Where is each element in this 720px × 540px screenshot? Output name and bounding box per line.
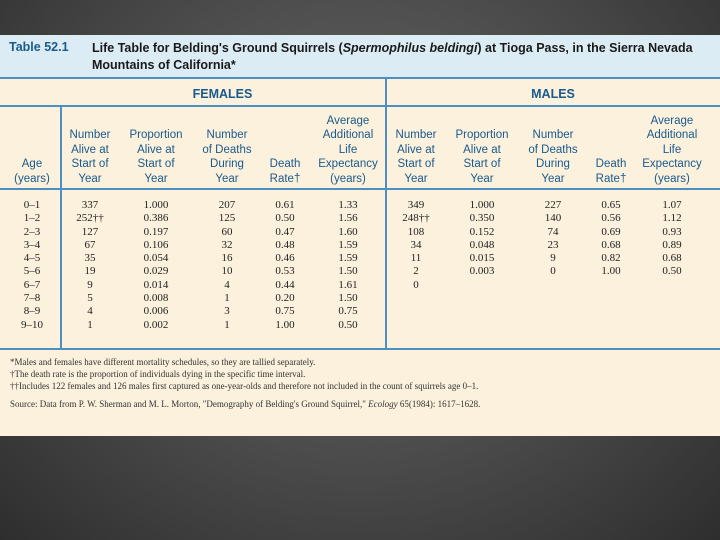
header-f-alive: [62, 128, 118, 186]
header-line: (years): [330, 172, 366, 185]
column-m-rate: [589, 199, 633, 279]
table-cell: 0.048: [469, 238, 495, 251]
header-m-deaths: [522, 128, 584, 186]
table-cell: 5: [87, 292, 93, 305]
header-line: Start of: [463, 158, 501, 170]
table-cell: 1.12: [662, 212, 682, 225]
table-cell: 0.56: [601, 212, 621, 225]
header-line: Start of: [397, 158, 435, 170]
header-line: Alive at: [463, 143, 501, 156]
header-line: Alive at: [397, 143, 435, 156]
table-cell: 0.48: [275, 238, 295, 251]
table-cell: 0.75: [275, 305, 295, 318]
sex-divider: [385, 77, 387, 349]
footnote-death-rate: †The death rate is the proportion of individuals dying in the specific time interval.: [10, 369, 306, 379]
header-f-rate: [263, 157, 307, 186]
table-cell: 3: [224, 305, 230, 318]
table-cell: 1.59: [338, 252, 358, 265]
table-cell: 227: [544, 199, 562, 211]
table-cell: 0.75: [338, 305, 358, 318]
table-cell: 11: [410, 252, 422, 265]
header-line: (years): [654, 172, 690, 185]
header-line: of Deaths: [202, 143, 252, 156]
table-cell: 1.60: [338, 225, 358, 238]
table-cell: 1.07: [662, 199, 682, 211]
header-line: Number: [206, 129, 248, 141]
footnote-one-year-olds: ††Includes 122 females and 126 males first captured as one-year-olds and therefore not included in the count of squirrels age 0–1.: [10, 381, 479, 391]
header-line: Life: [662, 143, 682, 156]
table-cell: 1.00: [601, 265, 621, 278]
table-cell: 0.69: [601, 225, 621, 238]
table-cell: 0.93: [662, 225, 682, 238]
table-cell: 349: [407, 199, 425, 211]
table-cell: 0.68: [662, 252, 682, 265]
body-rule: [0, 348, 720, 350]
table-cell: 0–1: [23, 199, 41, 211]
table-cell: 23: [547, 238, 559, 251]
footnote-sexes: *Males and females have different mortality schedules, so they are tallied separately.: [10, 357, 316, 367]
table-cell: 9: [550, 252, 556, 265]
table-cell: 0.008: [143, 292, 169, 305]
table-cell: 10: [221, 265, 233, 278]
title-band: [0, 35, 720, 77]
header-f-deaths: [196, 128, 258, 186]
table-cell: 0.350: [469, 212, 495, 225]
table-cell: 125: [218, 212, 236, 225]
table-cell: 0.152: [469, 225, 495, 238]
header-line: Year: [215, 172, 239, 185]
column-m-prop: [447, 199, 517, 279]
title-rule: [0, 77, 720, 79]
table-cell: 337: [81, 199, 99, 211]
header-line: Rate†: [595, 172, 627, 185]
table-cell: 67: [84, 238, 96, 251]
table-cell: 0.002: [143, 318, 169, 331]
table-cell: 5–6: [23, 265, 41, 278]
header-line: Year: [78, 172, 102, 185]
header-line: Year: [144, 172, 168, 185]
header-line: Average: [326, 114, 370, 127]
header-line: Number: [69, 129, 111, 141]
table-cell: 0.50: [338, 318, 358, 331]
table-cell: 4–5: [23, 252, 41, 265]
header-line: Expectancy: [642, 158, 702, 170]
table-cell: 0: [550, 265, 556, 278]
table-cell: 19: [84, 265, 96, 278]
table-number: Table 52.1: [9, 40, 69, 54]
header-line: Start of: [137, 158, 175, 170]
table-cell: 0.61: [275, 199, 295, 211]
table-cell: 34: [410, 238, 422, 251]
header-line: During: [210, 158, 244, 170]
header-m-alive: [388, 128, 444, 186]
table-cell: 6–7: [23, 278, 41, 291]
column-m-alive: [388, 199, 444, 292]
table-cell: 0.386: [143, 212, 169, 225]
table-cell: 0.46: [275, 252, 295, 265]
table-cell: 0.89: [662, 238, 682, 251]
table-cell: 3–4: [23, 238, 41, 251]
header-line: Expectancy: [318, 158, 378, 170]
table-cell: 0.50: [662, 265, 682, 278]
header-line: Start of: [71, 158, 109, 170]
table-cell: 0.82: [601, 252, 621, 265]
header-line: Additional: [646, 129, 698, 141]
header-m-prop: [447, 128, 517, 186]
table-cell: 1.33: [338, 199, 358, 211]
table-cell: 0.50: [275, 212, 295, 225]
header-line: of Deaths: [528, 143, 578, 156]
column-f-rate: [263, 199, 307, 332]
table-cell: 1.50: [338, 292, 358, 305]
header-line: Death: [269, 158, 301, 170]
table-cell: 1.50: [338, 265, 358, 278]
table-cell: 9–10: [21, 318, 43, 331]
table-cell: 0.47: [275, 225, 295, 238]
group-rule: [0, 105, 720, 107]
table-cell: 16: [221, 252, 233, 265]
header-rule: [0, 188, 720, 190]
header-age: [3, 157, 61, 186]
header-line: Life: [338, 143, 358, 156]
header-m-rate: [589, 157, 633, 186]
table-cell: 252††: [76, 212, 104, 225]
header-m-exp: [635, 114, 709, 187]
table-cell: 207: [218, 199, 236, 211]
males-heading: MALES: [531, 87, 575, 101]
table-cell: 1.000: [469, 199, 495, 211]
header-line: Number: [395, 129, 437, 141]
column-age: [3, 199, 61, 332]
table-cell: 0.68: [601, 238, 621, 251]
table-cell: 0.197: [143, 225, 169, 238]
header-line: Age: [21, 158, 43, 170]
table-cell: 1.56: [338, 212, 358, 225]
table-cell: 0.106: [143, 238, 169, 251]
table-cell: 2–3: [23, 225, 41, 238]
table-cell: 0.20: [275, 292, 295, 305]
table-cell: 1.00: [275, 318, 295, 331]
column-m-deaths: [522, 199, 584, 279]
header-line: During: [536, 158, 570, 170]
table-cell: 1.59: [338, 238, 358, 251]
table-cell: 8–9: [23, 305, 41, 318]
column-f-prop: [121, 199, 191, 332]
source-note: [10, 399, 480, 409]
table-cell: 60: [221, 225, 233, 238]
table-cell: 0.014: [143, 278, 169, 291]
column-m-exp: [635, 199, 709, 279]
table-cell: 0.003: [469, 265, 495, 278]
table-slide: [0, 35, 720, 436]
table-cell: 1: [224, 318, 230, 331]
header-line: Proportion: [455, 129, 509, 141]
header-line: Number: [532, 129, 574, 141]
table-cell: 248††: [402, 212, 430, 225]
source-suffix: 65(1984): 1617–1628.: [397, 399, 481, 409]
source-journal: Ecology: [368, 399, 398, 409]
table-cell: 2: [413, 265, 419, 278]
table-cell: 0.015: [469, 252, 495, 265]
header-line: Death: [595, 158, 627, 170]
title-species: Spermophilus beldingi: [342, 41, 478, 55]
header-line: (years): [14, 172, 50, 185]
header-line: Year: [470, 172, 494, 185]
table-cell: 0.006: [143, 305, 169, 318]
table-cell: 0.44: [275, 278, 295, 291]
table-cell: 1: [87, 318, 93, 331]
table-cell: 9: [87, 278, 93, 291]
header-line: Average: [650, 114, 694, 127]
table-cell: 4: [224, 278, 230, 291]
table-cell: 140: [544, 212, 562, 225]
source-prefix: Source: Data from P. W. Sherman and M. L. Morton, "Demography of Belding's Ground Squirrel,": [10, 399, 369, 409]
column-f-exp: [313, 199, 383, 332]
header-line: Year: [404, 172, 428, 185]
header-line: Rate†: [269, 172, 301, 185]
table-cell: 1–2: [23, 212, 41, 225]
table-cell: 74: [547, 225, 559, 238]
title-part-1: Life Table for Belding's Ground Squirrels (: [92, 41, 343, 55]
table-cell: 1.000: [143, 199, 169, 211]
table-cell: 0.054: [143, 252, 169, 265]
table-cell: 0.029: [143, 265, 169, 278]
table-cell: 7–8: [23, 292, 41, 305]
table-cell: 108: [407, 225, 425, 238]
header-line: Alive at: [137, 143, 175, 156]
table-cell: 4: [87, 305, 93, 318]
header-f-prop: [121, 128, 191, 186]
table-cell: 0: [413, 278, 419, 291]
header-line: Year: [541, 172, 565, 185]
header-line: Alive at: [71, 143, 109, 156]
table-cell: 1.61: [338, 278, 358, 291]
table-cell: 1: [224, 292, 230, 305]
title-part-2: ) at Tioga Pass, in the Sierra Nevada Mountains of California*: [92, 41, 693, 72]
table-cell: 0.65: [601, 199, 621, 211]
column-f-deaths: [196, 199, 258, 332]
header-f-exp: [313, 114, 383, 187]
header-line: Proportion: [129, 129, 183, 141]
table-cell: 127: [81, 225, 99, 238]
table-cell: 35: [84, 252, 96, 265]
females-heading: FEMALES: [192, 87, 253, 101]
column-f-alive: [62, 199, 118, 332]
table-cell: 32: [221, 238, 233, 251]
table-cell: 0.53: [275, 265, 295, 278]
table-title: [92, 40, 712, 74]
header-line: Additional: [322, 129, 374, 141]
